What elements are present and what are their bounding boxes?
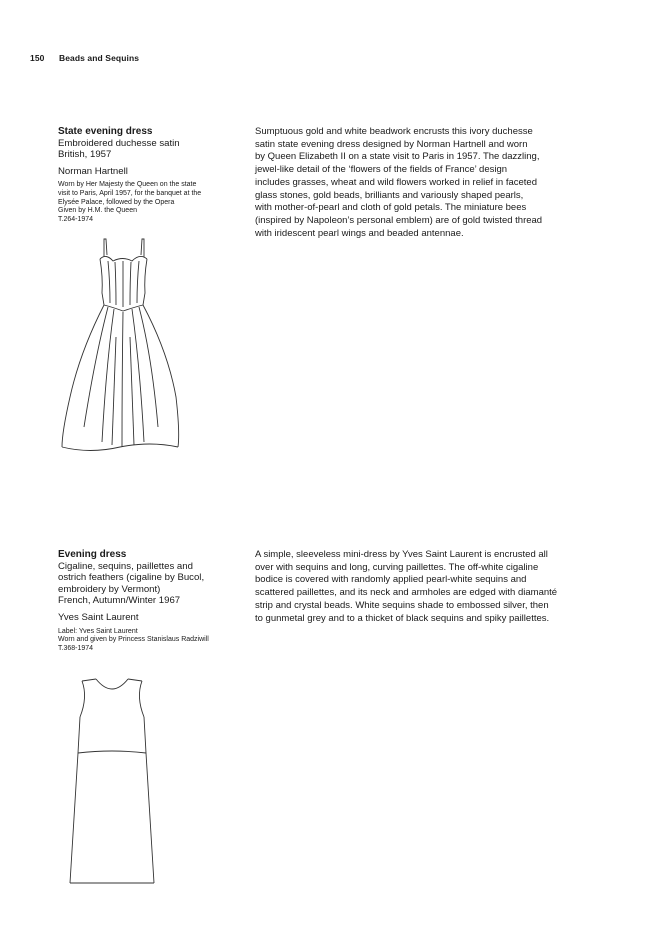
accession-number: T.264-1974 [58,215,94,223]
description-line: bodice is covered with randomly applied pearl-white sequins and [255,574,527,586]
description-line: satin state evening dress designed by Norman Hartnell and worn [255,138,528,150]
entry-metadata [58,549,238,653]
entry-description [255,126,595,240]
entry-title: Evening dress [58,549,127,560]
mini-dress-illustration [62,673,162,888]
description-line: over with sequins and long, curving paillettes. The off-white cigaline [255,561,539,573]
entry-origin: British, 1957 [58,149,112,161]
running-header [30,53,139,63]
description-line: glass stones, gold beads, brilliants and variously shaped pearls, [255,189,524,201]
entry-material: Embroidered duchesse satin [58,137,180,149]
entry-designer: Norman Hartnell [58,165,128,177]
note-line: Worn by Her Majesty the Queen on the state [58,181,197,189]
entry-title: State evening dress [58,126,153,137]
description-line: includes grasses, wheat and wild flowers worked in relief in faceted [255,176,537,188]
description-line: scattered paillettes, and its neck and armholes are edged with diamanté [255,587,558,599]
entry-material: embroidery by Vermont) [58,583,161,595]
entry-metadata [58,126,238,224]
entry-notes [58,628,238,654]
entry-description [255,549,595,625]
note-line: visit to Paris, April 1957, for the banquet at the [58,189,202,197]
section-title: Beads and Sequins [58,53,140,63]
description-line: with iridescent pearl wings and beaded antennae. [255,227,464,239]
page-number: 150 [30,53,45,63]
note-line: Given by H.M. the Queen [58,207,137,215]
entry-material: Cigaline, sequins, paillettes and [58,560,193,572]
entry-notes [58,181,238,224]
state-evening-dress-illustration [50,237,180,455]
description-line: by Queen Elizabeth II on a state visit to Paris in 1957. The dazzling, [255,151,540,163]
accession-number: T.368-1974 [58,644,94,652]
entry-material: ostrich feathers (cigaline by Bucol, [58,572,205,584]
note-line: Label: Yves Saint Laurent [58,627,138,635]
note-line: Worn and given by Princess Stanislaus Radziwill [58,636,209,644]
entry-origin: French, Autumn/Winter 1967 [58,595,181,607]
description-line: (inspired by Napoleon’s personal emblem) are of gold twisted thread [255,214,543,226]
description-line: jewel-like detail of the ‘flowers of the fields of France’ design [255,164,508,176]
description-line: to gunmetal grey and to a thicket of black sequins and spiky paillettes. [255,612,550,624]
description-line: A simple, sleeveless mini-dress by Yves Saint Laurent is encrusted all [255,549,548,560]
description-line: strip and crystal beads. White sequins shade to embossed silver, then [255,599,549,611]
entry-designer: Yves Saint Laurent [58,611,139,623]
description-line: Sumptuous gold and white beadwork encrusts this ivory duchesse [255,126,533,137]
note-line: Elysée Palace, followed by the Opera [58,198,175,206]
description-line: with mother-of-pearl and cloth of gold petals. The miniature bees [255,202,527,214]
